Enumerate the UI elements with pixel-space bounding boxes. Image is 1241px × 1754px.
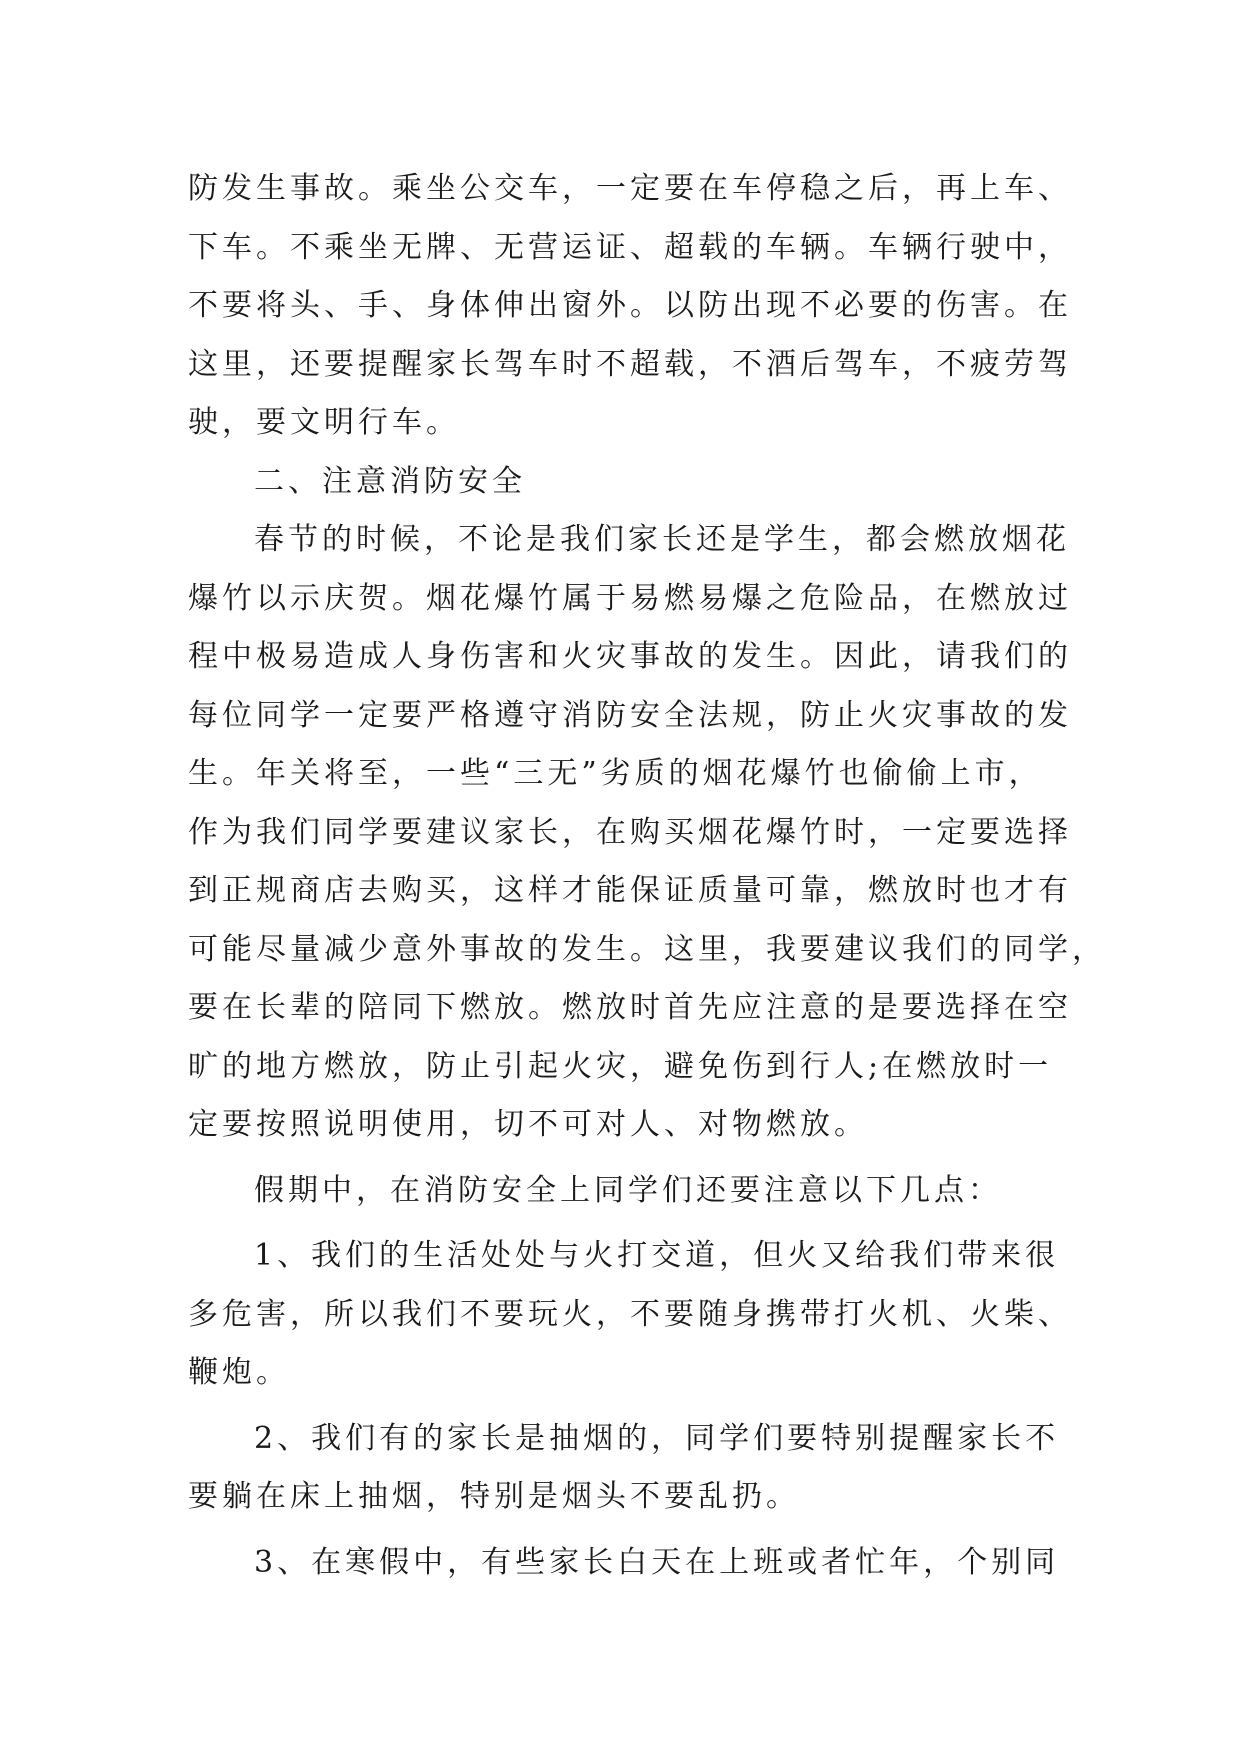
text-line: 防发生事故。乘坐公交车，一定要在车停稳之后，再上车、 (188, 171, 1072, 206)
text-line: 春节的时候，不论是我们家长还是学生，都会燃放烟花 (254, 522, 1070, 557)
text-line: 可能尽量减少意外事故的发生。这里，我要建议我们的同学， (188, 931, 1106, 967)
list-item: 2、我们有的家长是抽烟的，同学们要特别提醒家长不 (254, 1420, 1060, 1456)
text-line: 要在长辈的陪同下燃放。燃放时首先应注意的是要选择在空 (188, 990, 1072, 1025)
text-line: 多危害，所以我们不要玩火，不要随身携带打火机、火柴、 (188, 1296, 1072, 1332)
text-line: 作为我们同学要建议家长，在购买烟花爆竹时，一定要选择 (188, 814, 1072, 850)
text-line: 生。年关将至，一些“三无”劣质的烟花爆竹也偷偷上市， (188, 756, 1043, 791)
text-line: 下车。不乘坐无牌、无营运证、超载的车辆。车辆行驶中， (188, 229, 1072, 265)
document-body (188, 160, 1106, 1592)
text-line: 爆竹以示庆贺。烟花爆竹属于易燃易爆之危险品，在燃放过 (188, 580, 1072, 616)
section-heading: 二、注意消防安全 (254, 463, 526, 499)
list-item: 3、在寒假中，有些家长白天在上班或者忙年，个别同 (254, 1544, 1060, 1580)
text-line: 定要按照说明使用，切不可对人、对物燃放。 (188, 1107, 868, 1142)
text-line: 鞭炮。 (188, 1355, 290, 1390)
list-item: 1、我们的生活处处与火打交道，但火又给我们带来很 (254, 1238, 1060, 1273)
text-line: 到正规商店去购买，这样才能保证质量可靠，燃放时也才有 (188, 873, 1072, 908)
text-line: 假期中，在消防安全上同学们还要注意以下几点： (254, 1172, 1002, 1208)
text-line: 每位同学一定要严格遵守消防安全法规，防止火灾事故的发 (188, 697, 1072, 733)
text-line: 驶，要文明行车。 (188, 405, 460, 440)
text-line: 程中极易造成人身伤害和火灾事故的发生。因此，请我们的 (188, 639, 1072, 674)
text-line: 旷的地方燃放，防止引起火灾，避免伤到行人;在燃放时一 (188, 1048, 1053, 1084)
text-line: 要躺在床上抽烟，特别是烟头不要乱扔。 (188, 1479, 800, 1514)
text-line: 不要将头、手、身体伸出窗外。以防出现不必要的伤害。在 (188, 288, 1072, 323)
text-line: 这里，还要提醒家长驾车时不超载，不酒后驾车，不疲劳驾 (188, 346, 1072, 382)
